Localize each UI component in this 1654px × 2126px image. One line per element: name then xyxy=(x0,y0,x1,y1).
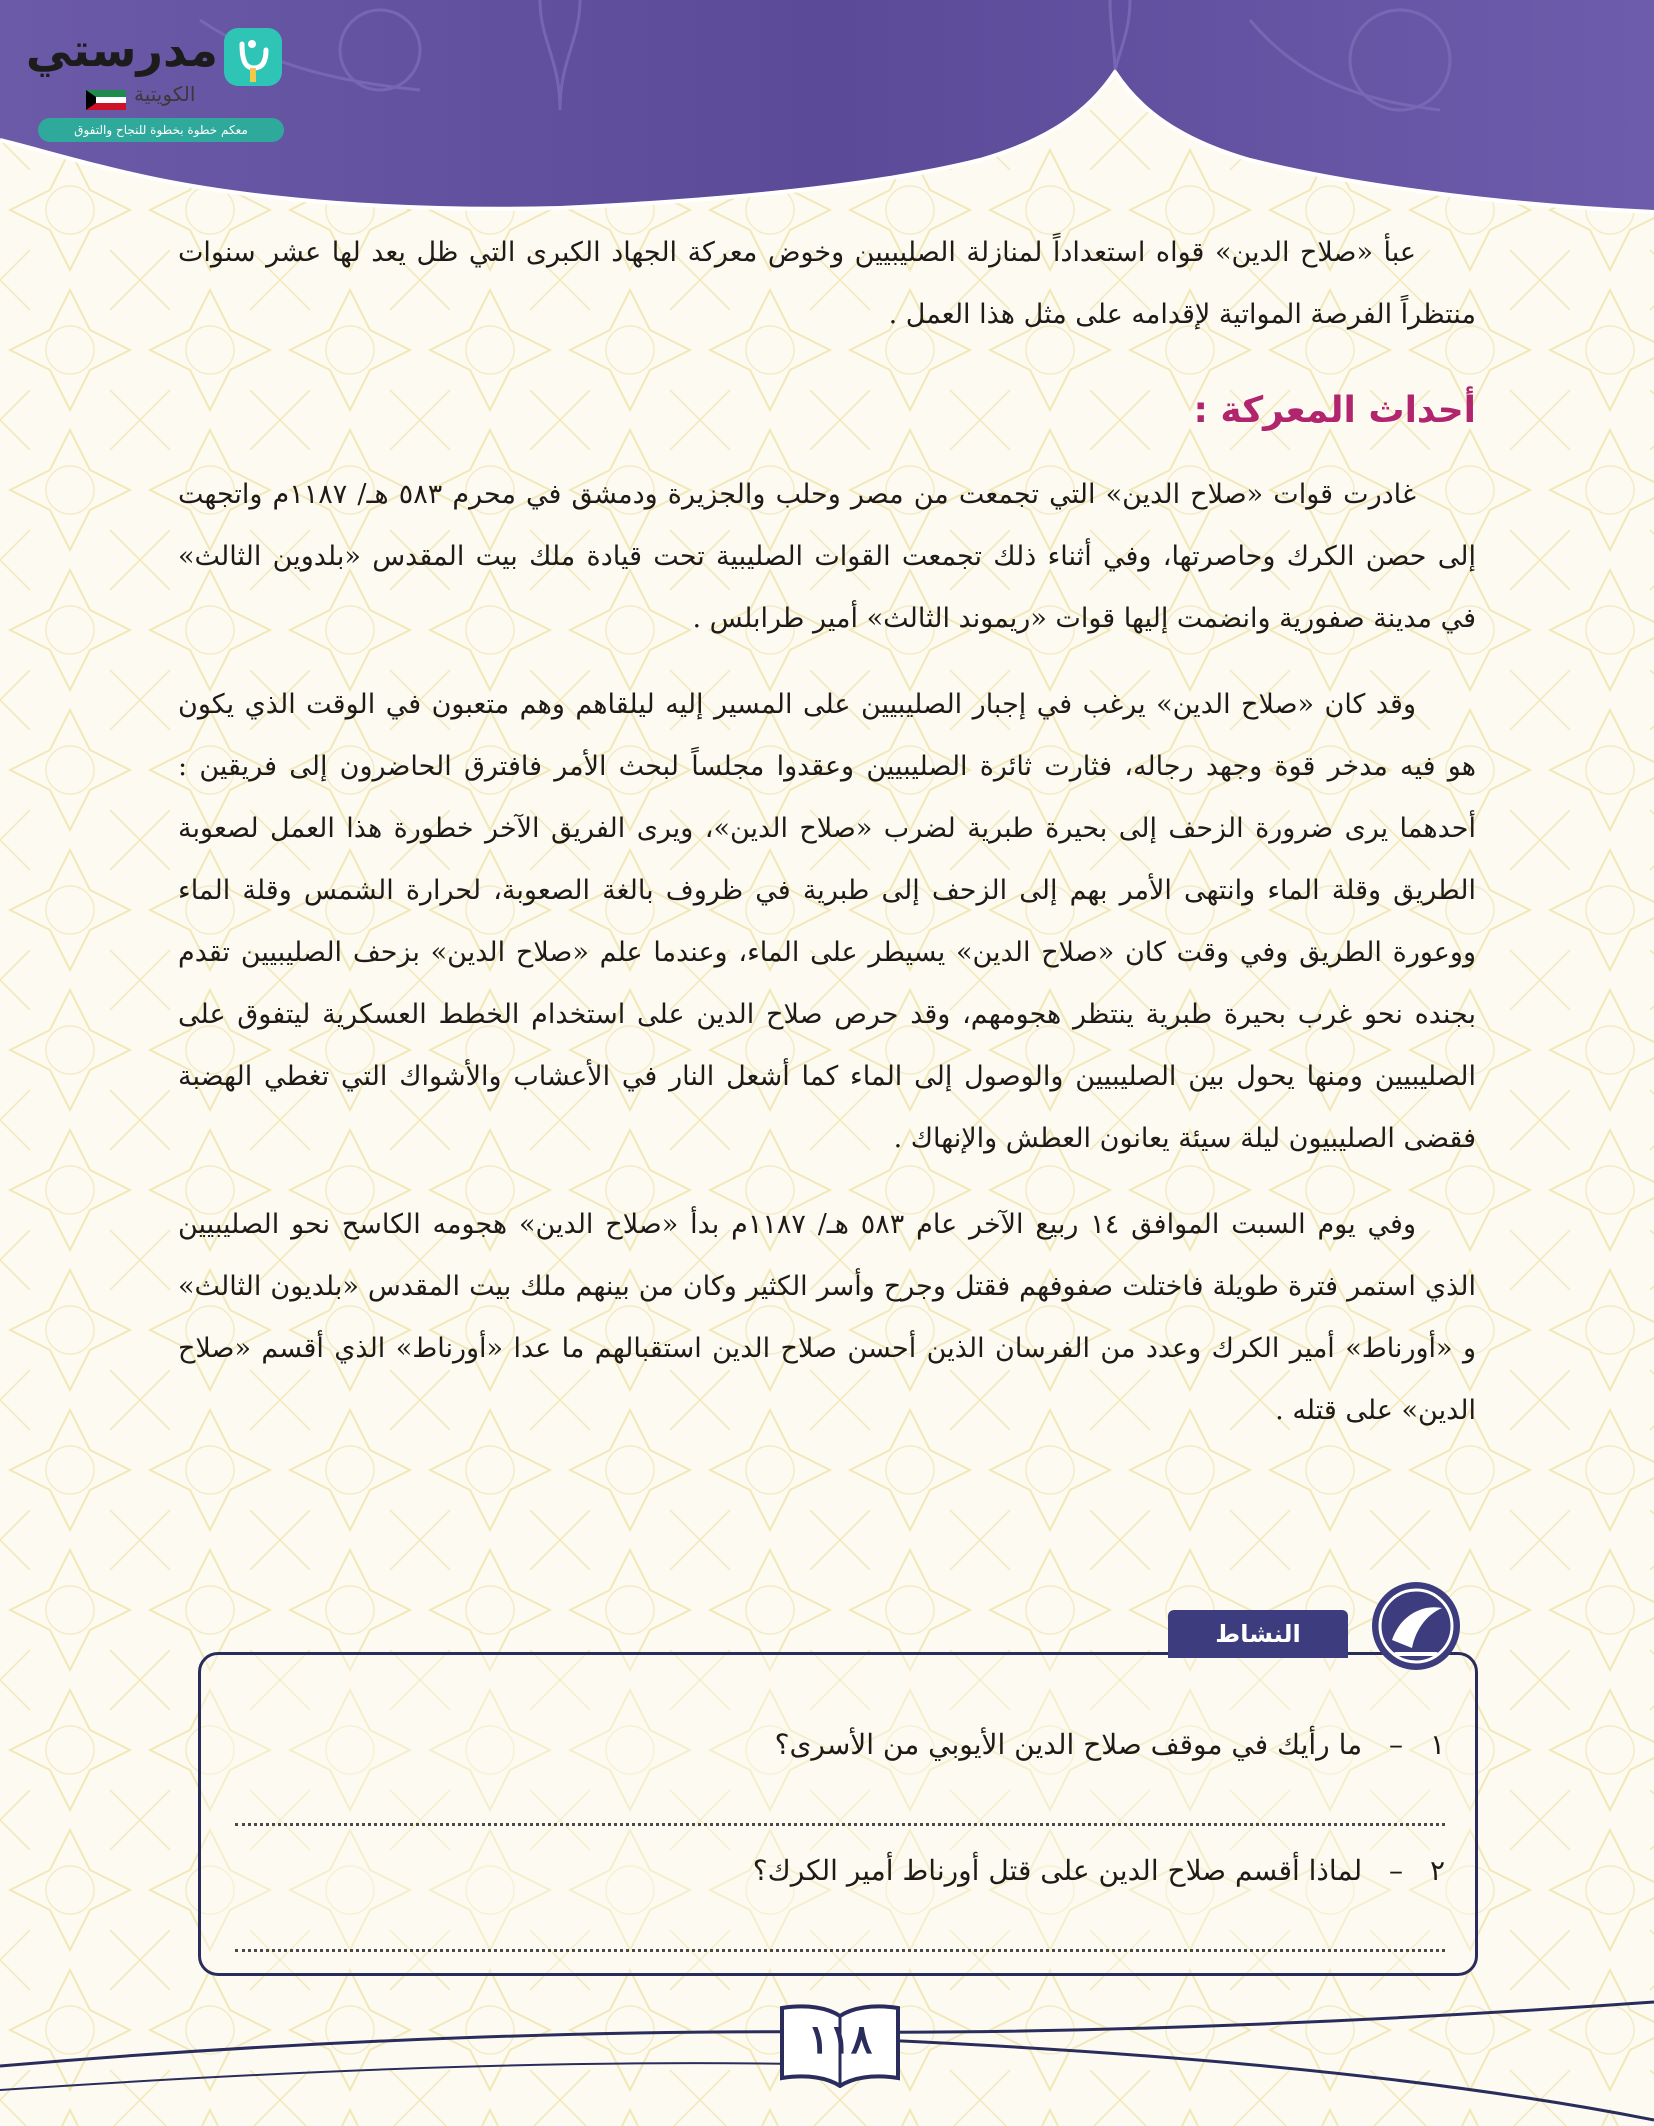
activity-question-1 xyxy=(235,1725,1445,1765)
question-dash: – xyxy=(1389,1854,1404,1887)
question-dash: – xyxy=(1389,1728,1404,1761)
logo-name: مدرستي xyxy=(25,23,218,77)
question-number: ٢ xyxy=(1429,1854,1445,1887)
answer-line-2[interactable] xyxy=(235,1949,1445,1952)
question-text: ما رأيك في موقف صلاح الدين الأيوبي من الأسرى؟ xyxy=(774,1728,1363,1761)
plan-paragraph: وقد كان «صلاح الدين» يرغب في إجبار الصليبيين على المسير إليه ليلقاهم وهم متعبون في الوقت الذي يكون هو فيه مدخر قوة وجهد رجاله، فثارت ثائرة الصليبيين وعقدوا مجلساً لبحث الأمر فافترق الحاضرون إلى فريقين : أحدهما يرى ضرورة الزحف إلى بحيرة طبرية لضرب «صلاح الدين»، ويرى الفريق الآخر خطورة هذا العمل لصعوبة الطريق وقلة الماء وانتهى الأمر بهم إلى الزحف إلى طبرية في ظروف بالغة الصعوبة، لحرارة الشمس وقلة الماء ووعورة الطريق وفي وقت كان «صلاح الدين» يسيطر على الماء، وعندما علم «صلاح الدين» بزحف الصليبيين تقدم بجنده نحو غرب بحيرة طبرية ينتظر هجومهم، وقد حرص صلاح الدين على استخدام الخطط العسكرية ليتفوق على الصليبيين ومنها يحول بين الصليبيين والوصول إلى الماء كما أشعل النار في الأعشاب والأشواك التي تغطي الهضبة فقضى الصليبيون ليلة سيئة يعانون العطش والإنهاك . xyxy=(178,689,1476,1154)
activity-question-2 xyxy=(235,1851,1445,1891)
activity-box xyxy=(198,1652,1478,1976)
lesson-content xyxy=(178,210,1476,1442)
question-number: ١ xyxy=(1429,1728,1445,1761)
activity-section xyxy=(198,1620,1476,1972)
logo-tagline: معكم خطوة بخطوة للنجاح والتفوق xyxy=(38,118,284,142)
answer-line-1[interactable] xyxy=(235,1823,1445,1826)
logo-badge-icon xyxy=(224,28,282,86)
logo-subtitle: الكويتية xyxy=(134,82,196,106)
battle-paragraph: وفي يوم السبت الموافق ١٤ ربيع الآخر عام ٥٨٣ هـ/ ١١٨٧م بدأ «صلاح الدين» هجومه الكاسح نحو الصليبيين الذي استمر فترة طويلة فاختلت صفوفهم فقتل وجرح وأسر الكثير وكان من بينهم ملك بيت المقدس «بلديون الثالث» و «أورناط» أمير الكرك وعدد من الفرسان الذين أحسن صلاح الدين استقبالهم ما عدا «أورناط» الذي أقسم «صلاح الدين» على قتله . xyxy=(178,1209,1476,1426)
question-text: لماذا أقسم صلاح الدين على قتل أورناط أمير الكرك؟ xyxy=(752,1854,1363,1887)
activity-title: النشاط xyxy=(1168,1610,1348,1658)
section-heading: أحداث المعركة : xyxy=(1193,390,1476,431)
site-logo[interactable] xyxy=(25,23,288,137)
page-number: ١١٨ xyxy=(807,2016,873,2063)
activity-emblem-icon xyxy=(1356,1570,1476,1690)
kuwait-flag-icon xyxy=(86,90,126,110)
intro-paragraph: عبأ «صلاح الدين» قواه استعداداً لمنازلة الصليبيين وخوض معركة الجهاد الكبرى التي ظل يعد لها عشر سنوات منتظراً الفرصة المواتية لإقدامه على مثل هذا العمل . xyxy=(178,237,1476,330)
events-paragraph: غادرت قوات «صلاح الدين» التي تجمعت من مصر وحلب والجزيرة ودمشق في محرم ٥٨٣ هـ/ ١١٨٧م واتجهت إلى حصن الكرك وحاصرتها، وفي أثناء ذلك تجمعت القوات الصليبية تحت قيادة ملك بيت المقدس «بلدوين الثالث» في مدينة صفورية وانضمت إليها قوات «ريموند الثالث» أمير طرابلس . xyxy=(178,479,1476,634)
